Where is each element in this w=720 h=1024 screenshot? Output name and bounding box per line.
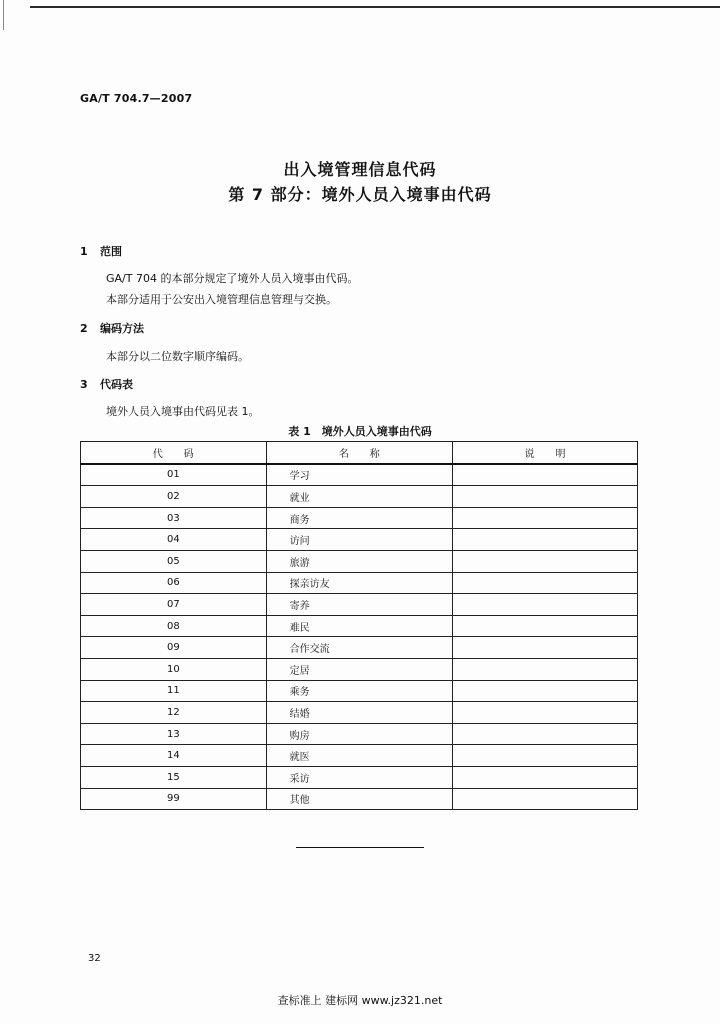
code-cell: 05 [81,550,267,572]
code-cell: 99 [81,788,267,810]
name-cell: 采访 [266,766,453,788]
code-cell: 07 [81,594,267,616]
name-cell: 乘务 [266,680,453,702]
note-cell [453,745,638,767]
code-cell: 06 [81,572,267,594]
section-heading [80,376,133,392]
footer-watermark: 查标准上 建标网 www.jz321.net [277,994,443,1007]
code-cell: 14 [81,745,267,767]
name-cell: 就业 [266,486,453,508]
name-cell: 购房 [266,723,453,745]
table-row [81,658,638,680]
table-row [81,572,638,594]
section-title: 编码方法 [100,322,144,335]
code-cell: 10 [81,658,267,680]
name-cell: 访问 [266,529,453,551]
name-cell: 寄养 [266,594,453,616]
document-id: GA/T 704.7—2007 [80,92,193,105]
header-code: 代 码 [81,442,267,464]
name-cell: 其他 [266,788,453,810]
table-row [81,507,638,529]
section-number: 3 [80,378,88,391]
table-row [81,745,638,767]
note-cell [453,529,638,551]
table-row [81,637,638,659]
name-cell: 定居 [266,658,453,680]
section-title: 范围 [100,245,122,258]
page-number: 32 [88,953,101,964]
code-cell: 12 [81,702,267,724]
note-cell [453,658,638,680]
code-cell: 03 [81,507,267,529]
note-cell [453,550,638,572]
section-number: 1 [80,245,88,258]
name-cell: 探亲访友 [266,572,453,594]
table-header-row [81,442,638,464]
table-row [81,723,638,745]
note-cell [453,464,638,486]
code-cell: 02 [81,486,267,508]
note-cell [453,702,638,724]
section-title: 代码表 [100,378,133,391]
scan-edge-mark [3,0,4,30]
document-title: 出入境管理信息代码 [283,160,437,179]
document-subtitle: 第 7 部分：境外人员入境事由代码 [228,185,492,204]
section-heading [80,320,144,336]
name-cell: 就医 [266,745,453,767]
paragraph: 本部分适用于公安出入境管理信息管理与交换。 [106,293,337,306]
table-caption: 表 1 境外人员入境事由代码 [288,425,432,438]
header-note: 说 明 [453,442,638,464]
table-row [81,788,638,810]
name-cell: 商务 [266,507,453,529]
header-name: 名 称 [266,442,453,464]
section-number: 2 [80,322,88,335]
table-row [81,529,638,551]
code-cell: 13 [81,723,267,745]
name-cell: 合作交流 [266,637,453,659]
code-cell: 08 [81,615,267,637]
section-heading [80,243,122,259]
name-cell: 学习 [266,464,453,486]
table-row [81,486,638,508]
table-row [81,550,638,572]
paragraph: 境外人员入境事由代码见表 1。 [106,405,260,418]
note-cell [453,788,638,810]
paragraph: GA/T 704 的本部分规定了境外人员入境事由代码。 [106,272,359,285]
note-cell [453,572,638,594]
end-of-text-rule [296,847,424,848]
top-rule [30,6,720,8]
name-cell: 难民 [266,615,453,637]
note-cell [453,507,638,529]
table-row [81,615,638,637]
note-cell [453,766,638,788]
table-row [81,702,638,724]
note-cell [453,615,638,637]
code-cell: 04 [81,529,267,551]
code-cell: 01 [81,464,267,486]
note-cell [453,723,638,745]
note-cell [453,594,638,616]
note-cell [453,637,638,659]
code-cell: 11 [81,680,267,702]
table-row [81,594,638,616]
name-cell: 结婚 [266,702,453,724]
code-cell: 09 [81,637,267,659]
table-row [81,680,638,702]
note-cell [453,680,638,702]
note-cell [453,486,638,508]
code-table [80,441,638,810]
paragraph: 本部分以二位数字顺序编码。 [106,350,249,363]
table-row [81,464,638,486]
code-cell: 15 [81,766,267,788]
name-cell: 旅游 [266,550,453,572]
table-row [81,766,638,788]
